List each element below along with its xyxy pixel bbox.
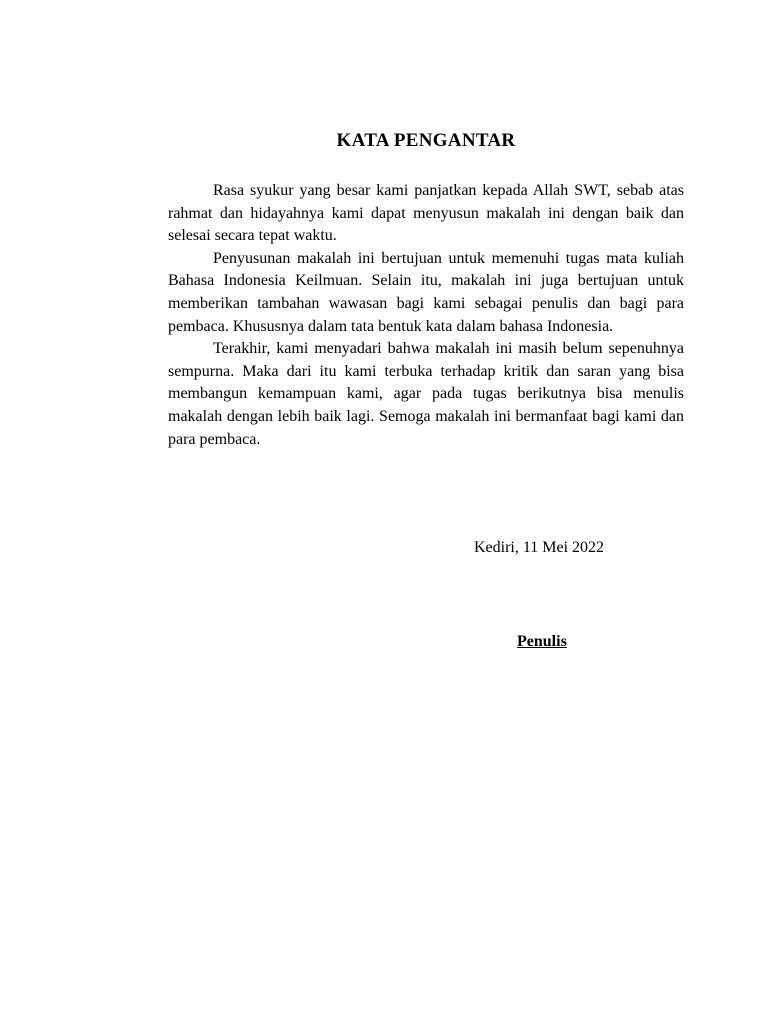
place-date: Kediri, 11 Mei 2022: [474, 539, 605, 556]
page-title: KATA PENGANTAR: [336, 130, 516, 151]
paragraph-closing: Terakhir, kami menyadari bahwa makalah ini masih belum sepenuhnya sempurna. Maka dari itu kami terbuka terhadap kritik dan saran yang bisa membangun kemampuan kami, agar pada tugas berikutnya bisa menulis makalah dengan lebih baik lagi. Semoga makalah ini bermanfaat bagi kami dan para pembaca.: [168, 340, 684, 448]
paragraph-purpose: Penyusunan makalah ini bertujuan untuk memenuhi tugas mata kuliah Bahasa Indonesia Keilmuan. Selain itu, makalah ini juga bertujuan untuk memberikan tambahan wawasan bagi kami sebagai penulis dan bagi para pembaca. Khususnya dalam tata bentuk kata dalam bahasa Indonesia.: [168, 249, 684, 335]
signer-label: Penulis: [517, 633, 567, 650]
foreword-body: [168, 180, 684, 451]
paragraph-gratitude: Rasa syukur yang besar kami panjatkan kepada Allah SWT, sebab atas rahmat dan hidayahnya kami dapat menyusun makalah ini dengan baik dan selesai secara tepat waktu.: [168, 182, 684, 245]
